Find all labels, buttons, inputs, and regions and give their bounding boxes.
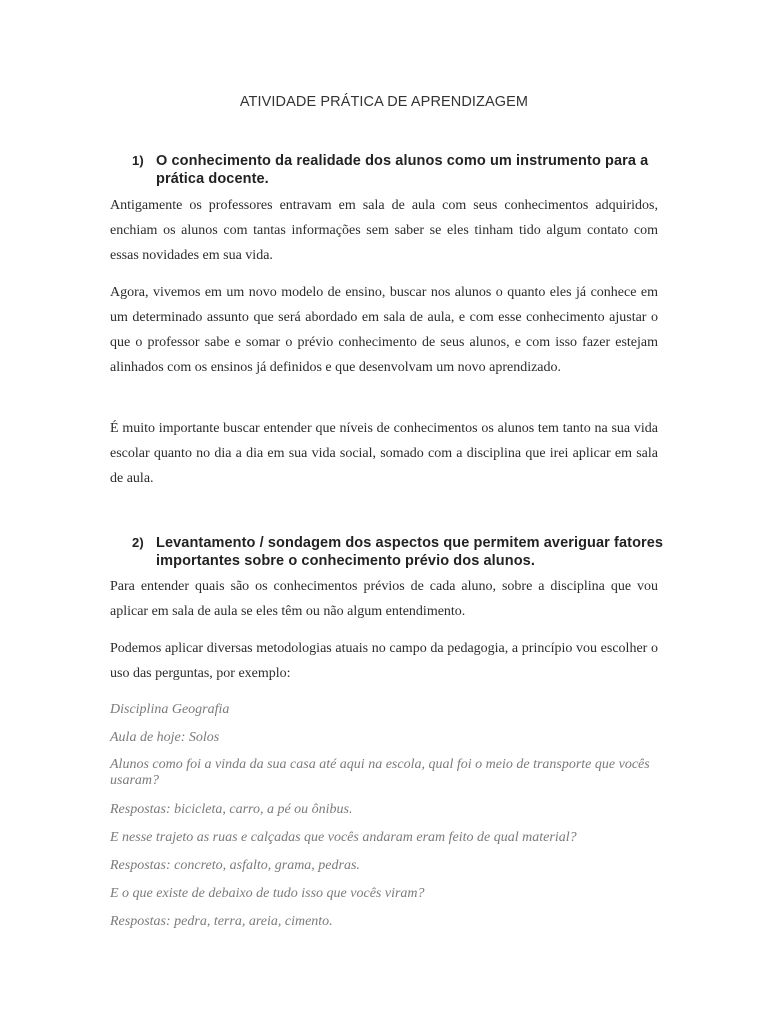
section-1-paragraph-2: Agora, vivemos em um novo modelo de ensino, buscar nos alunos o quanto eles já conhece em um determinado assunto que será abordado em sala de aula, e com esse conhecimento ajustar o que o professor sabe e somar o prévio conhecimento de seus alunos, e com isso fazer estejam alinhados com os ensinos já definidos e que desenvolvam um novo aprendizado.	[110, 285, 658, 375]
section-2-paragraph-2: Podemos aplicar diversas metodologias atuais no campo da pedagogia, a princípio vou escolher o uso das perguntas, por exemplo:	[110, 641, 658, 681]
section-2-paragraph-1: Para entender quais são os conhecimentos prévios de cada aluno, sobre a disciplina que vou aplicar em sala de aula se eles têm ou não algum entendimento.	[110, 579, 658, 619]
section-1-paragraph-1: Antigamente os professores entravam em sala de aula com seus conhecimentos adquiridos, enchiam os alunos com tantas informações sem saber se eles tinham tido algum contato com essas novidades em sua vida.	[110, 198, 658, 263]
example-line: Disciplina Geografia	[110, 702, 230, 717]
page-title: ATIVIDADE PRÁTICA DE APRENDIZAGEM	[239, 94, 529, 110]
example-line: Respostas: bicicleta, carro, a pé ou ônibus.	[110, 802, 353, 817]
example-line: E nesse trajeto as ruas e calçadas que vocês andaram eram feito de qual material?	[110, 830, 577, 845]
section-1-number: 1)	[132, 153, 144, 168]
example-line: E o que existe de debaixo de tudo isso que vocês viram?	[110, 886, 425, 901]
example-line: Respostas: concreto, asfalto, grama, pedras.	[110, 858, 360, 873]
example-line: Respostas: pedra, terra, areia, cimento.	[110, 914, 333, 929]
section-1-heading	[128, 152, 668, 188]
section-2-heading-text: Levantamento / sondagem dos aspectos que permitem averiguar fatores importantes sobre o conhecimento prévio dos alunos.	[156, 535, 664, 569]
section-1-heading-text: O conhecimento da realidade dos alunos como um instrumento para a prática docente.	[156, 153, 649, 187]
section-2-number: 2)	[132, 535, 144, 550]
section-1-paragraph-3: É muito importante buscar entender que níveis de conhecimentos os alunos tem tanto na sua vida escolar quanto no dia a dia em sua vida social, somado com a disciplina que irei aplicar em sala de aula.	[110, 421, 658, 486]
example-line: Alunos como foi a vinda da sua casa até aqui na escola, qual foi o meio de transporte que vocês usaram?	[110, 757, 650, 788]
example-line: Aula de hoje: Solos	[110, 730, 220, 745]
section-2-heading	[128, 534, 668, 570]
